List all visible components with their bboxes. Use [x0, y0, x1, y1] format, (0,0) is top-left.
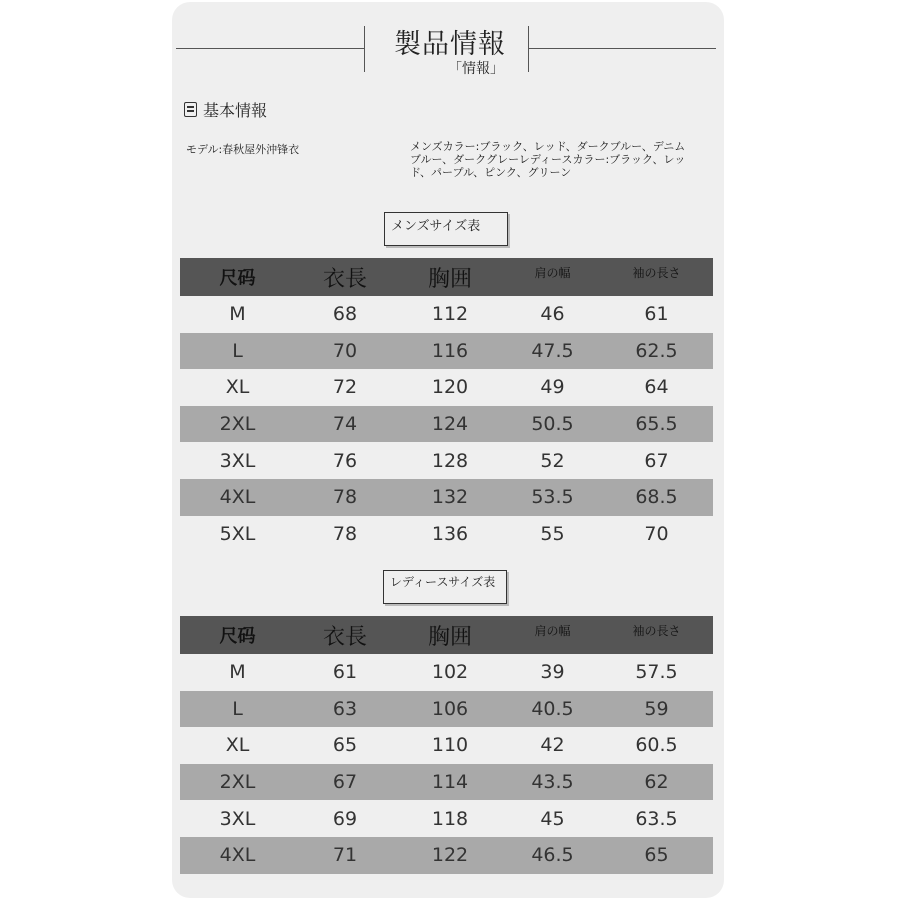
table-cell: 70: [332, 339, 358, 362]
table-cell: 57.5: [635, 661, 678, 684]
table-cell: 61: [332, 661, 358, 684]
table-row: [180, 727, 713, 764]
table-cell: 106: [431, 697, 469, 720]
table-cell: 118: [431, 807, 469, 830]
table-row: [180, 691, 713, 728]
table-row: [180, 479, 713, 516]
table-cell: 63.5: [635, 807, 678, 830]
table-cell: 76: [332, 449, 358, 472]
table-cell: 110: [431, 734, 469, 757]
table-row: [180, 837, 713, 874]
table-cell: 59: [644, 697, 669, 720]
table-cell: XL: [225, 734, 250, 757]
table-cell: 120: [431, 376, 469, 399]
table-cell: 64: [644, 376, 669, 399]
table-cell: 65: [332, 734, 358, 757]
womens-size-table: [180, 616, 713, 874]
mens-size-table: [180, 258, 713, 552]
table-cell: 70: [644, 522, 669, 545]
table-cell: 42: [540, 734, 565, 757]
table-cell: M: [229, 661, 246, 684]
table-cell: 61: [644, 303, 669, 326]
page-title: 製品情報: [394, 29, 506, 60]
title-bar-right: [528, 26, 529, 72]
table-cell: 65.5: [635, 413, 678, 436]
table-cell: 50.5: [531, 413, 574, 436]
table-cell: 124: [431, 413, 469, 436]
table-cell: 2XL: [219, 771, 256, 794]
table-cell: 63: [332, 697, 358, 720]
table-cell: 69: [332, 807, 358, 830]
table-cell: 52: [540, 449, 565, 472]
table-cell: 49: [540, 376, 565, 399]
table-cell: 53.5: [531, 486, 574, 509]
table-cell: 67: [644, 449, 669, 472]
table-cell: 4XL: [219, 844, 256, 867]
table-row: [180, 333, 713, 370]
table-cell: 68.5: [635, 486, 678, 509]
table-header-row: [180, 258, 713, 296]
table-cell: 60.5: [635, 734, 678, 757]
basic-info-label: 基本情報: [203, 101, 268, 120]
table-header-cell: 胸囲: [427, 624, 472, 650]
page-subtitle: 「情報」: [448, 61, 504, 77]
table-cell: L: [232, 339, 243, 362]
table-cell: 40.5: [531, 697, 574, 720]
table-cell: 65: [644, 844, 669, 867]
table-cell: 71: [332, 844, 358, 867]
table-cell: XL: [225, 376, 250, 399]
table-cell: 112: [431, 303, 469, 326]
table-cell: 2XL: [219, 413, 256, 436]
table-cell: 3XL: [219, 449, 256, 472]
model-text: モデル:春秋屋外沖锋衣: [186, 143, 300, 156]
basic-info-heading: [184, 98, 267, 121]
table-cell: 43.5: [531, 771, 574, 794]
table-cell: 116: [431, 339, 469, 362]
table-cell: M: [229, 303, 246, 326]
table-cell: 46.5: [531, 844, 574, 867]
table-header-cell: 胸囲: [427, 266, 472, 292]
table-row: [180, 516, 713, 553]
table-row: [180, 296, 713, 333]
table-cell: 114: [431, 771, 469, 794]
table-cell: 122: [431, 844, 469, 867]
table-header-cell: 袖の長さ: [632, 624, 681, 638]
table-cell: 47.5: [531, 339, 574, 362]
table-cell: 102: [431, 661, 469, 684]
table-cell: 46: [540, 303, 565, 326]
table-row: [180, 654, 713, 691]
table-cell: 3XL: [219, 807, 256, 830]
title-rule-left: [176, 48, 364, 49]
table-row: [180, 764, 713, 801]
table-header-cell: 尺码: [219, 626, 256, 647]
table-cell: 72: [332, 376, 358, 399]
table-row: [180, 406, 713, 443]
document-icon: [184, 102, 197, 117]
title-rule-right: [528, 48, 716, 49]
table-cell: 136: [431, 522, 469, 545]
table-cell: 68: [332, 303, 358, 326]
mens-table-label: メンズサイズ表: [384, 212, 508, 246]
table-cell: 62: [644, 771, 669, 794]
table-cell: 39: [540, 661, 565, 684]
table-header-cell: 衣長: [322, 266, 367, 292]
table-cell: 45: [540, 807, 565, 830]
table-cell: 5XL: [219, 522, 256, 545]
table-cell: 4XL: [219, 486, 256, 509]
table-cell: 67: [332, 771, 358, 794]
table-header-cell: 尺码: [219, 268, 256, 289]
table-cell: 78: [332, 486, 358, 509]
table-header-cell: 衣長: [322, 624, 367, 650]
table-header-cell: 袖の長さ: [632, 266, 681, 280]
womens-table-label: レディースサイズ表: [383, 570, 507, 604]
table-cell: 62.5: [635, 339, 678, 362]
table-cell: L: [232, 697, 243, 720]
table-cell: 74: [332, 413, 358, 436]
table-row: [180, 442, 713, 479]
table-cell: 132: [431, 486, 469, 509]
table-header-cell: 肩の幅: [534, 624, 571, 638]
table-header-cell: 肩の幅: [534, 266, 571, 280]
colors-text: メンズカラー:ブラック、レッド、ダークブルー、デニムブルー、ダークグレーレディースカラー:ブラック、レッド、パープル、ピンク、グリーン: [410, 140, 686, 179]
table-row: [180, 369, 713, 406]
table-cell: 78: [332, 522, 358, 545]
table-header-row: [180, 616, 713, 654]
title-bar-left: [364, 26, 365, 72]
table-cell: 55: [540, 522, 565, 545]
table-cell: 128: [431, 449, 469, 472]
table-row: [180, 800, 713, 837]
